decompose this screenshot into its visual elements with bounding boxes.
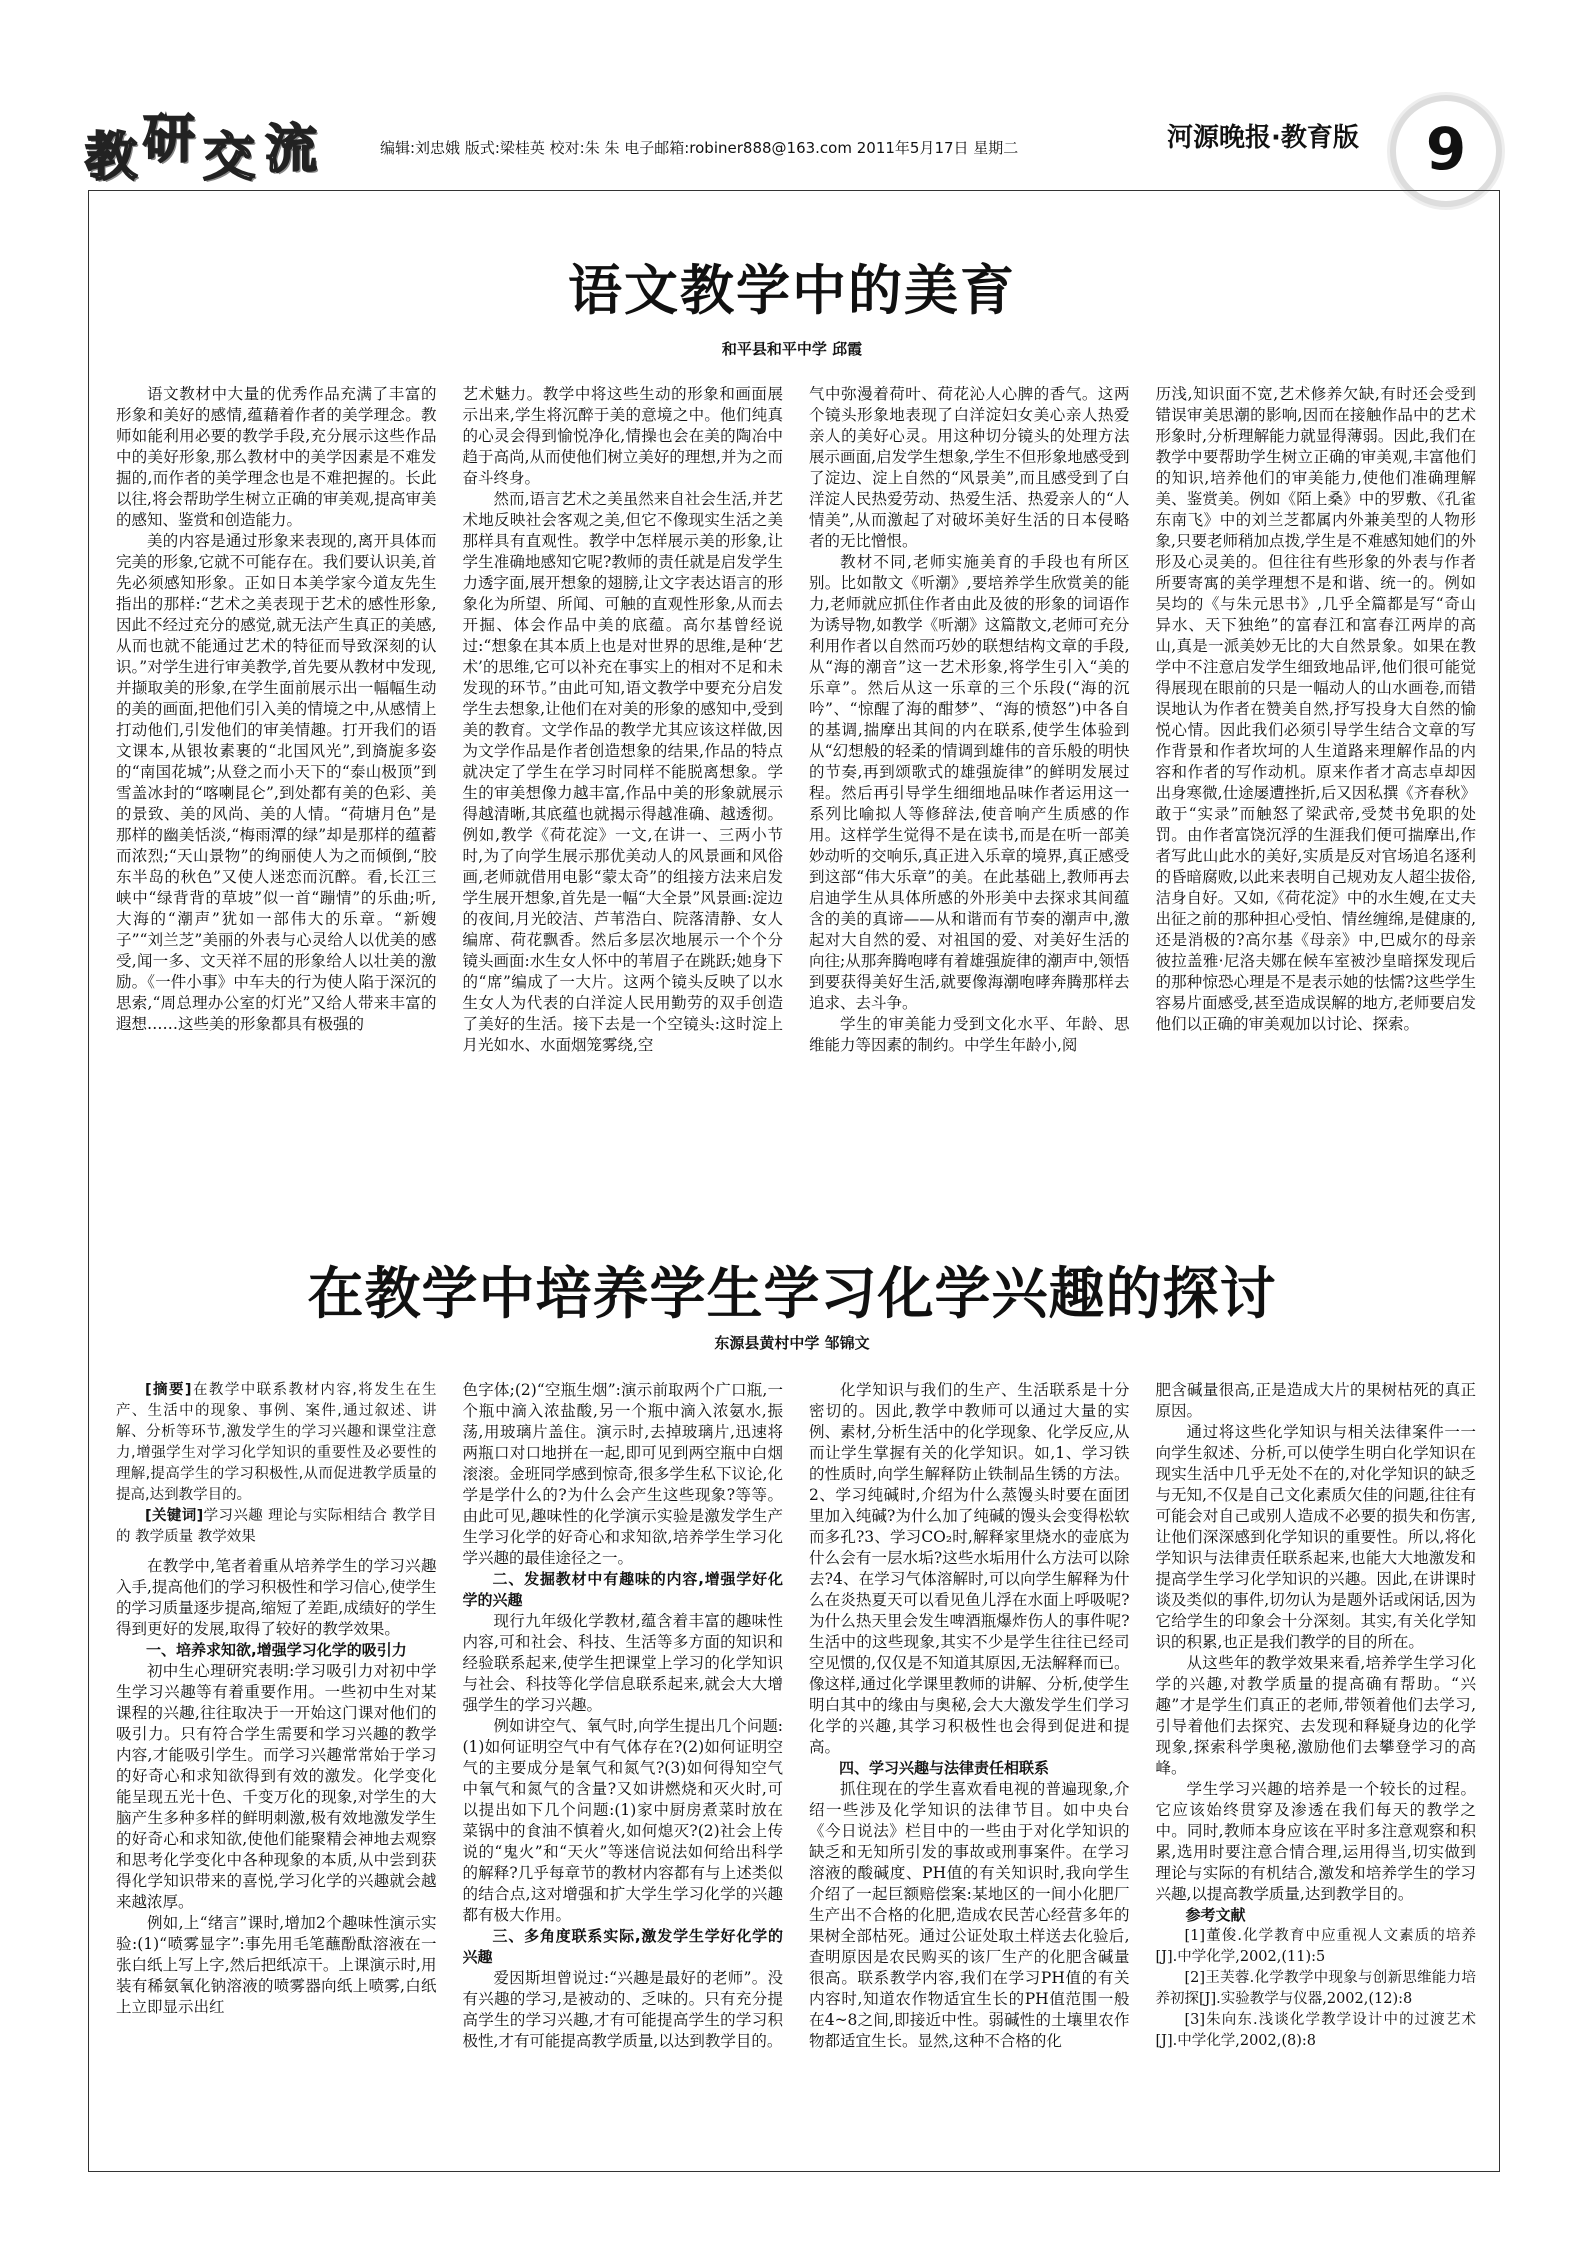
section-heading: 四、学习兴趣与法律责任相联系 xyxy=(839,1759,1050,1777)
paragraph: 初中生心理研究表明:学习吸引力对初中学生学习兴趣等有着重要作用。一些初中生对某课程的兴趣,往往取决于一开始这门课对他们的吸引力。只有符合学生需要和学习兴趣的教学内容,才能吸引学生。而学习兴趣常常始于学习的好奇心和求知欲得到有效的激发。化学变化能呈现五光十色、千变万化的现象,对学生的大脑产生多种多样的鲜明刺激,极有效地激发学生的好奇心和求知欲,使他们能聚精会神地去观察和思考化学变化中各种现象的本质,从中尝到获得化学知识带来的喜悦,学习化学的兴趣就会越来越浓厚。 xyxy=(116,1662,437,1911)
abstract-label: [摘要] xyxy=(145,1382,192,1398)
section-heading: 一、培养求知欲,增强学习化学的吸引力 xyxy=(146,1641,407,1659)
logo-char: 教 xyxy=(85,127,138,188)
paragraph: 肥含碱量很高,正是造成大片的果树枯死的真正原因。 xyxy=(1155,1381,1476,1420)
paragraph: 爱因斯坦曾说过:“兴趣是最好的老师”。没有兴趣的学习,是被动的、乏味的。只有充分提高学生的学习兴趣,才有可能提高学生的学习积极性,才有可能提高教学质量,以达到教学目的。 xyxy=(462,1969,783,2050)
keywords-text: 学习兴趣 理论与实际相结合 教学目的 教学质量 教学效果 xyxy=(116,1508,437,1545)
newspaper-brand: 河源晚报·教育版 xyxy=(1167,123,1359,153)
paragraph: 学生学习兴趣的培养是一个较长的过程。它应该始终贯穿及渗透在我们每天的教学之中。同时,教师本身应该在平时多注意观察和积累,选用时要注意合情合理,运用得当,切实做到理论与实际的有机结合,激发和培养学生的学习兴趣,以提高教学质量,达到教学目的。 xyxy=(1155,1780,1476,1903)
paragraph: 然而,语言艺术之美虽然来自社会生活,并艺术地反映社会客观之美,但它不像现实生活之美那样具有直观性。教学中怎样展示美的形象,让学生准确地感知它呢?教师的责任就是启发学生力透字面,展开想象的翅膀,让文字表达语言的形象化为所望、所闻、可触的直观性形象,从而去开掘、体会作品中美的底蕴。高尔基曾经说过:“想象在其本质上也是对世界的思维,是种‘艺术’的思维,它可以补充在事实上的相对不足和未发现的环节。”由此可知,语文教学中要充分启发学生去想象,让他们在对美的形象的感知中,受到美的教育。文学作品的教学尤其应该这样做,因为文学作品是作者创造想象的结果,作品的特点就决定了学生在学习时同样不能脱离想象。学生的审美想像力越丰富,作品中美的形象就展示得越清晰,其底蕴也就揭示得越准确、越透彻。例如,教学《荷花淀》一文,在讲一、三两小节时,为了向学生展示那优美动人的风景画和风俗画,老师就借用电影“蒙太奇”的组接方法来启发学生展开想象,首先是一幅“大全景”风景画:淀边的夜间,月光皎洁、芦苇浩白、院落清静、女人编席、荷花飘香。然后多层次地展示一个个分镜头画面:水生女人怀中的苇眉子在跳跃;她身下的“席”编成了一大片。这两个镜头反映了以水生女人为代表的白洋淀人民用勤劳的双手创造了美好的生活。接下去是一个空镜头:这时淀上月光如水、水面烟笼雾绕,空 xyxy=(462,490,783,1054)
paragraph: 美的内容是通过形象来表现的,离开具体而完美的形象,它就不可能存在。我们要认识美,首先必须感知形象。正如日本美学家今道友先生指出的那样:“艺术之美表现于艺术的感性形象,因此不经过充分的感觉,就无法产生真正的美感,从而也就不能通过艺术的特征而导致深刻的认识。”对学生进行审美教学,首先要从教材中发现,并撷取美的形象,在学生面前展示出一幅幅生动的美的画面,把他们引入美的情境之中,从感情上打动他们,引发他们的审美情趣。打开我们的语文课本,从银妆素裹的“北国风光”,到旖旎多姿的“南国花城”;从登之而小天下的“泰山极顶”到雪盖冰封的“喀喇昆仑”,到处都有美的色彩、美的景致、美的风尚、美的人情。“荷塘月色”是那样的幽美恬淡,“梅雨潭的绿”却是那样的蕴蓄而浓烈;“天山景物”的绚丽使人为之而倾倒,“胶东半岛的秋色”又使人迷恋而沉醉。看,长江三峡中“绿背背的草坡”似一首“蹦情”的乐曲;听,大海的“潮声”犹如一部伟大的乐章。“新嫂子”“刘兰芝”美丽的外表与心灵给人以优美的感受,闻一多、文天祥不屈的形象给人以壮美的激励。《一件小事》中车夫的行为使人陷于深沉的思索,“周总理办公室的灯光”又给人带来丰富的遐想……这些美的形象都具有极强的 xyxy=(116,532,437,1033)
article1-title: 语文教学中的美育 xyxy=(568,259,1016,322)
section-heading: 二、发掘教材中有趣味的内容,增强学好化学的兴趣 xyxy=(462,1570,783,1609)
paragraph: 化学知识与我们的生产、生活联系是十分密切的。因此,教学中教师可以通过大量的实例、素材,分析生活中的化学现象、化学反应,从而让学生掌握有关的化学知识。如,1、学习铁的性质时,向学生解释防止铁制品生锈的方法。2、学习纯碱时,介绍为什么蒸馒头时要在面团里加入纯碱?为什么加了纯碱的馒头会变得松软而多孔?3、学习CO₂时,解释家里烧水的壶底为什么会有一层水垢?这些水垢用什么方法可以除去?4、在学习气体溶解时,可以向学生解释为什么在炎热夏天可以看见鱼儿浮在水面上呼吸呢?为什么热天里会发生啤酒瓶爆炸伤人的事件呢?生活中的这些现象,其实不少是学生往往已经司空见惯的,仅仅是不知道其原因,无法解释而已。像这样,通过化学课里教师的讲解、分析,使学生明白其中的缘由与奥秘,会大大激发学生们学习化学的兴趣,其学习积极性也会得到促进和提高。 xyxy=(809,1381,1130,1756)
paragraph: 艺术魅力。教学中将这些生动的形象和画面展示出来,学生将沉醉于美的意境之中。他们纯真的心灵会得到愉悦净化,情操也会在美的陶冶中趋于高尚,从而使他们树立美好的理想,并为之而奋斗终身。 xyxy=(462,385,783,487)
logo-char: 交 xyxy=(203,127,256,188)
abstract-text: 在教学中联系教材内容,将发生在生产、生活中的现象、事例、案件,通过叙述、讲解、分析等环节,激发学生的学习兴趣和课堂注意力,增强学生对学习化学知识的重要性及必要性的理解,提高学生的学习积极性,从而促进教学质量的提高,达到教学目的。 xyxy=(116,1382,437,1503)
article1-column-1 xyxy=(116,384,437,1164)
article2-column-2 xyxy=(463,1380,784,2150)
paragraph: 气中弥漫着荷叶、荷花沁人心脾的香气。这两个镜头形象地表现了白洋淀妇女美心亲人热爱亲人的美好心灵。用这种切分镜头的处理方法展示画面,启发学生想象,学生不但形象地感受到了淀边、淀上自然的“风景美”,而且感受到了白洋淀人民热爱劳动、热爱生活、热爱亲人的“人情美”,从而激起了对破坏美好生活的日本侵略者的无比憎恨。 xyxy=(809,385,1130,550)
paragraph: 例如,上“绪言”课时,增加2个趣味性演示实验:(1)“喷雾显字”:事先用毛笔蘸酚酞溶液在一张白纸上写上字,然后把纸凉干。上课演示时,用装有稀氨氧化钠溶液的喷雾器向纸上喷雾,白纸上立即显示出红 xyxy=(116,1914,437,2016)
column-logo xyxy=(85,105,345,188)
paragraph: 历浅,知识面不宽,艺术修养欠缺,有时还会受到错误审美思潮的影响,因而在接触作品中的艺术形象时,分析理解能力就显得薄弱。因此,我们在教学中要帮助学生树立正确的审美观,丰富他们的知识,培养他们的审美能力,使他们准确理解美、鉴赏美。例如《陌上桑》中的罗敷、《孔雀东南飞》中的刘兰芝都属内外兼美型的人物形象,只要老师稍加点拨,学生是不难感知她们的外形及心灵美的。但往往有些形象的外表与作者所要寄寓的美学理想不是和谐、统一的。例如吴均的《与朱元思书》,几乎全篇都是写“奇山异水、天下独绝”的富春江和富春江两岸的高山,真是一派美妙无比的大自然景象。如果在教学中不注意启发学生细致地品评,他们很可能觉得展现在眼前的只是一幅动人的山水画卷,而错误地认为作者在赞美自然,抒写投身大自然的愉悦心情。因此我们必须引导学生结合文章的写作背景和作者坎坷的人生道路来理解作品的内容和作者的写作动机。原来作者才高志卓却因出身寒微,仕途屡遭挫折,后又因私撰《齐春秋》敢于“实录”而触怒了梁武帝,受焚书免职的处罚。由作者富饶沉浮的生涯我们便可揣摩出,作者写此山此水的美好,实质是反对官场追名逐利的昏暗腐败,以此来表明自己规劝友人超尘拔俗,洁身自好。又如,《荷花淀》中的水生嫂,在丈夫出征之前的那种担心受怕、情丝缠绵,是健康的,还是消极的?高尔基《母亲》中,巴威尔的母亲彼拉盖雅·尼洛夫娜在候车室被沙皇暗探发现后的那种惊恐心理是不是表示她的怯懦?这些学生容易片面感受,甚至造成误解的地方,老师要启发他们以正确的审美观加以讨论、探索。 xyxy=(1155,385,1476,1033)
article1-byline: 和平县和平中学 邱霞 xyxy=(721,340,863,358)
paragraph: 例如讲空气、氧气时,向学生提出几个问题:(1)如何证明空气中有气体存在?(2)如何证明空气的主要成分是氧气和氮气?(3)如何得知空气中氧气和氮气的含量?又如讲燃烧和灭火时,可以提出如下几个问题:(1)家中厨房煮菜时放在菜锅中的食油不慎着火,如何熄灭?(2)社会上传说的“鬼火”和“天火”等迷信说法如何给出科学的解释?几乎每章节的教材内容都有与上述类似的结合点,这对增强和扩大学生学习化学的兴趣都有极大作用。 xyxy=(462,1717,783,1924)
editorial-credits: 编辑:刘忠娥 版式:梁桂英 校对:朱 朱 电子邮箱:robiner888@163.com 2011年5月17日 星期二 xyxy=(380,139,1019,157)
article1-body xyxy=(116,384,1476,1164)
article2-title: 在教学中培养学生学习化学兴趣的探讨 xyxy=(307,1262,1277,1327)
paragraph: 教材不同,老师实施美育的手段也有所区别。比如散文《听潮》,要培养学生欣赏美的能力,老师就应抓住作者由此及彼的形象的词语作为诱导物,如教学《听潮》这篇散文,老师可充分利用作者以自然而巧妙的联想结构文章的手段,从“海的潮音”这一艺术形象,将学生引入“美的乐章”。然后从这一乐章的三个乐段(“海的沉吟”、“惊醒了海的酣梦”、“海的愤怒”)中各自的基调,揣摩出其间的内在联系,使学生体验到从“幻想般的轻柔的情调到雄伟的音乐般的明快的节奏,再到颂歌式的雄强旋律”的鲜明发展过程。然后再引导学生细细地品味作者运用这一系列比喻拟人等修辞法,使音响产生质感的作用。这样学生觉得不是在读书,而是在听一部美妙动听的交响乐,真正进入乐章的境界,真正感受到这部“伟大乐章”的美。在此基础上,教师再去启迪学生从具体所感的外形美中去探求其间蕴含的美的真谛——从和谐而有节奏的潮声中,激起对大自然的爱、对祖国的爱、对美好生活的向往;从那奔腾咆哮有着雄强旋律的潮声中,领悟到要获得美好生活,就要像海潮咆哮奔腾那样去追求、去斗争。 xyxy=(809,553,1130,1012)
article2-body xyxy=(116,1380,1476,2150)
paragraph: 抓住现在的学生喜欢看电视的普遍现象,介绍一些涉及化学知识的法律节目。如中央台《今日说法》栏目中的一些由于对化学知识的缺乏和无知所引发的事故或刑事案件。在学习溶液的酸碱度、PH值的有关知识时,我向学生介绍了一起巨额赔偿案:某地区的一间小化肥厂生产出不合格的化肥,造成农民苦心经营多年的果树全部枯死。通过公证处取土样送去化验后,查明原因是农民购买的该厂生产的化肥含碱量很高。联系教学内容,我们在学习PH值的有关内容时,知道农作物适宜生长的PH值范围一般在4~8之间,即接近中性。弱碱性的土壤里农作物都适宜生长。显然,这种不合格的化 xyxy=(809,1780,1130,2050)
section-heading: 三、多角度联系实际,激发学生学好化学的兴趣 xyxy=(462,1927,783,1966)
keywords xyxy=(116,1506,437,1548)
paragraph: 从这些年的教学效果来看,培养学生学习化学的兴趣,对教学质量的提高确有帮助。“兴趣”才是学生们真正的老师,带领着他们去学习,引导着他们去探究、去发现和释疑身边的化学现象,探索科学奥秘,激励他们去攀登学习的高峰。 xyxy=(1155,1654,1476,1777)
paragraph: 现行九年级化学教材,蕴含着丰富的趣味性内容,可和社会、科技、生活等多方面的知识和经验联系起来,使学生把课堂上学习的化学知识与社会、科技等化学信息联系起来,就会大大增强学生的学习兴趣。 xyxy=(462,1612,783,1714)
article2-column-3 xyxy=(809,1380,1130,2150)
reference-item: [1]董俊.化学教育中应重视人文素质的培养[J].中学化学,2002,(11):5 xyxy=(1155,1928,1476,1965)
abstract xyxy=(116,1380,437,1506)
logo-char: 研 xyxy=(143,109,196,170)
article1-column-3 xyxy=(809,384,1130,1164)
paragraph: 在教学中,笔者着重从培养学生的学习兴趣入手,提高他们的学习积极性和学习信心,使学生的学习质量逐步提高,缩短了差距,成绩好的学生得到更好的发展,取得了较好的教学效果。 xyxy=(116,1557,437,1638)
logo-char: 流 xyxy=(265,119,318,180)
article1-column-4 xyxy=(1156,384,1477,1164)
paragraph: 色字体;(2)“空瓶生烟”:演示前取两个广口瓶,一个瓶中滴入浓盐酸,另一个瓶中滴入浓氨水,振荡,用玻璃片盖住。演示时,去掉玻璃片,迅速将两瓶口对口地拼在一起,即可见到两空瓶中白烟滚滚。金班同学感到惊奇,很多学生私下议论,化学是学什么的?为什么会产生这些现象?等等。由此可见,趣味性的化学演示实验是激发学生产生学习化学的好奇心和求知欲,培养学生学习化学兴趣的最佳途径之一。 xyxy=(462,1381,783,1567)
page-number: 9 xyxy=(1390,95,1502,207)
references-heading: 参考文献 xyxy=(1185,1906,1246,1924)
paragraph: 语文教材中大量的优秀作品充满了丰富的形象和美好的感情,蕴藉着作者的美学理念。教师如能利用必要的教学手段,充分展示这些作品中的美好形象,那么教材中的美学因素是不难发掘的,而作者的美学理念也是不难把握的。长此以往,将会帮助学生树立正确的审美观,提高审美的感知、鉴赏和创造能力。 xyxy=(116,385,437,529)
paragraph: 学生的审美能力受到文化水平、年龄、思维能力等因素的制约。中学生年龄小,阅 xyxy=(809,1015,1130,1054)
masthead xyxy=(85,95,1505,188)
article2-column-1 xyxy=(116,1380,437,2150)
article2-column-4 xyxy=(1156,1380,1477,2150)
reference-item: [2]王芙蓉.化学教学中现象与创新思维能力培养初探[J].实验教学与仪器,2002,(12):8 xyxy=(1155,1970,1476,2007)
keywords-label: [关键词] xyxy=(145,1508,204,1524)
article2-byline: 东源县黄村中学 邹锦文 xyxy=(714,1334,870,1352)
paragraph: 通过将这些化学知识与相关法律案件一一向学生叙述、分析,可以使学生明白化学知识在现实生活中几乎无处不在的,对化学知识的缺乏与无知,不仅是自己文化素质欠佳的问题,往往有可能会对自己或别人造成不必要的损失和伤害,让他们深深感到化学知识的重要性。所以,将化学知识与法律责任联系起来,也能大大地激发和提高学生学习化学知识的兴趣。因此,在讲课时谈及类似的事件,切勿认为是题外话或闲话,因为它给学生的印象会十分深刻。其实,有关化学知识的积累,也正是我们教学的目的所在。 xyxy=(1155,1423,1476,1651)
reference-item: [3]朱向东.浅谈化学教学设计中的过渡艺术[J].中学化学,2002,(8):8 xyxy=(1155,2012,1476,2049)
article1-column-2 xyxy=(463,384,784,1164)
